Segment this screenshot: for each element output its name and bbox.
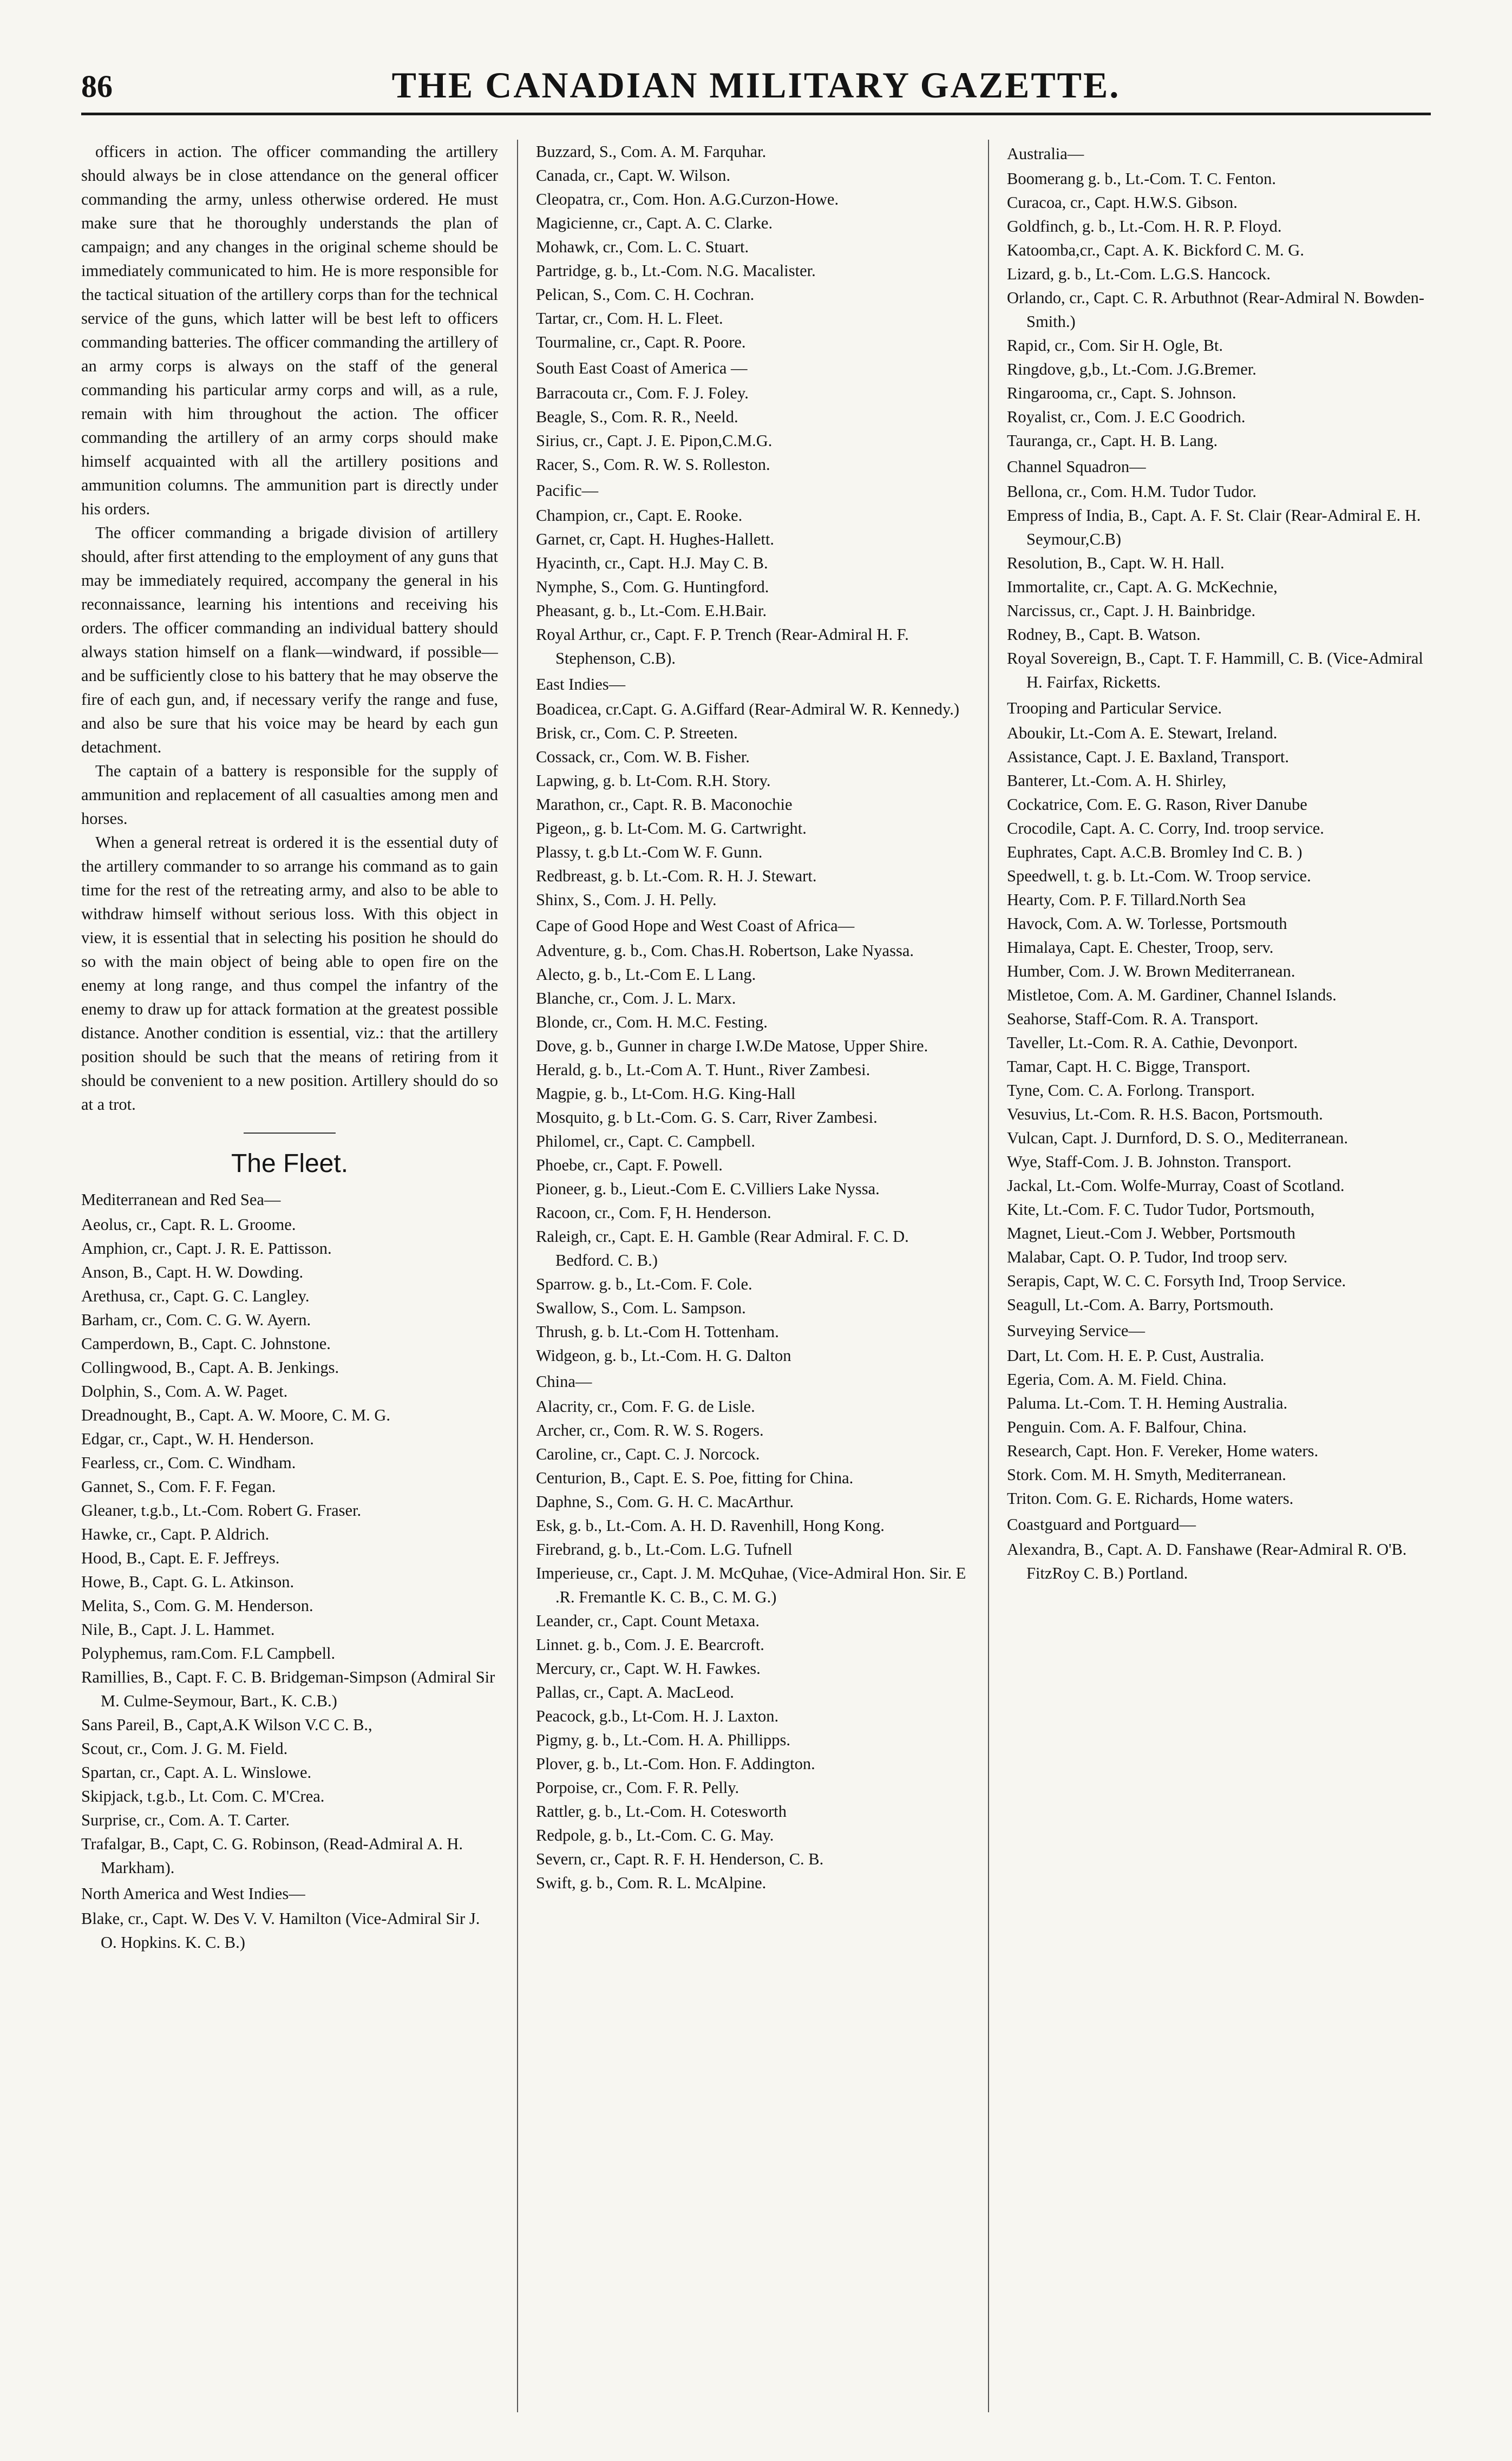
station-heading: Mediterranean and Red Sea—	[81, 1190, 281, 1209]
ship-entry: Royal Sovereign, B., Capt. T. F. Hammill, C. B. (Vice-Admiral H. Fairfax, Ricketts.	[1007, 649, 1423, 691]
ship-entry: Redpole, g. b., Lt.-Com. C. G. May.	[536, 1826, 774, 1844]
article-paragraph: The captain of a battery is responsible for the supply of ammunition and replacement of all casualties among men and horses.	[81, 762, 498, 828]
ship-entry: Royalist, cr., Com. J. E.C Goodrich.	[1007, 408, 1246, 426]
ship-entry: Plover, g. b., Lt.-Com. Hon. F. Addington.	[536, 1755, 815, 1773]
ship-entry: Sirius, cr., Capt. J. E. Pipon,C.M.G.	[536, 431, 773, 450]
ship-entry: Mohawk, cr., Com. L. C. Stuart.	[536, 238, 749, 256]
ship-entry: Redbreast, g. b. Lt.-Com. R. H. J. Stewart.	[536, 867, 817, 885]
ship-entry: Mercury, cr., Capt. W. H. Fawkes.	[536, 1659, 761, 1678]
artillery-article	[81, 140, 498, 1116]
ship-entry: Barham, cr., Com. C. G. W. Ayern.	[81, 1311, 311, 1329]
ship-entry: Magpie, g. b., Lt-Com. H.G. King-Hall	[536, 1084, 796, 1103]
ship-entry: Alacrity, cr., Com. F. G. de Lisle.	[536, 1397, 755, 1416]
ship-entry: Caroline, cr., Capt. C. J. Norcock.	[536, 1445, 760, 1463]
ship-entry: Aboukir, Lt.-Com A. E. Stewart, Ireland.	[1007, 724, 1278, 742]
ship-entry: Dolphin, S., Com. A. W. Paget.	[81, 1382, 288, 1400]
ship-entry: Trafalgar, B., Capt, C. G. Robinson, (Read-Admiral A. H. Markham).	[81, 1835, 463, 1877]
ship-entry: Rattler, g. b., Lt.-Com. H. Cotesworth	[536, 1802, 787, 1821]
ship-entry: Tamar, Capt. H. C. Bigge, Transport.	[1007, 1057, 1251, 1076]
ship-entry: Racoon, cr., Com. F, H. Henderson.	[536, 1203, 771, 1222]
ship-entry: Dove, g. b., Gunner in charge I.W.De Matose, Upper Shire.	[536, 1037, 928, 1055]
ship-entry: Lizard, g. b., Lt.-Com. L.G.S. Hancock.	[1007, 265, 1271, 283]
ship-entry: Leander, cr., Capt. Count Metaxa.	[536, 1612, 760, 1630]
ship-entry: Canada, cr., Capt. W. Wilson.	[536, 166, 731, 185]
column-2	[536, 140, 969, 2412]
ship-entry: Blanche, cr., Com. J. L. Marx.	[536, 989, 736, 1007]
ship-entry: Research, Capt. Hon. F. Vereker, Home waters.	[1007, 1442, 1319, 1460]
ship-entry: Cockatrice, Com. E. G. Rason, River Danube	[1007, 795, 1307, 814]
station-heading: Trooping and Particular Service.	[1007, 699, 1222, 717]
ship-entry: Skipjack, t.g.b., Lt. Com. C. M'Crea.	[81, 1787, 325, 1805]
ship-entry: Pelican, S., Com. C. H. Cochran.	[536, 285, 755, 304]
ship-entry: Egeria, Com. A. M. Field. China.	[1007, 1370, 1227, 1389]
ship-entry: Anson, B., Capt. H. W. Dowding.	[81, 1263, 304, 1281]
ship-entry: Blonde, cr., Com. H. M.C. Festing.	[536, 1013, 768, 1031]
ship-entry: Sparrow. g. b., Lt.-Com. F. Cole.	[536, 1275, 752, 1293]
ship-entry: Nile, B., Capt. J. L. Hammet.	[81, 1620, 275, 1639]
ship-entry: Speedwell, t. g. b. Lt.-Com. W. Troop service.	[1007, 867, 1311, 885]
ship-entry: Hyacinth, cr., Capt. H.J. May C. B.	[536, 554, 768, 572]
ship-entry: Wye, Staff-Com. J. B. Johnston. Transport.	[1007, 1153, 1292, 1171]
ship-entry: Resolution, B., Capt. W. H. Hall.	[1007, 554, 1225, 572]
ship-entry: Pioneer, g. b., Lieut.-Com E. C.Villiers Lake Nyssa.	[536, 1180, 880, 1198]
ship-entry: Spartan, cr., Capt. A. L. Winslowe.	[81, 1763, 312, 1782]
column-rule	[988, 140, 989, 2412]
ship-entry: Rapid, cr., Com. Sir H. Ogle, Bt.	[1007, 336, 1223, 355]
ship-entry: Vulcan, Capt. J. Durnford, D. S. O., Mediterranean.	[1007, 1129, 1349, 1147]
ship-entry: Dreadnought, B., Capt. A. W. Moore, C. M. G.	[81, 1406, 391, 1424]
ship-entry: Raleigh, cr., Capt. E. H. Gamble (Rear Admiral. F. C. D. Bedford. C. B.)	[536, 1227, 909, 1269]
ship-entry: Cleopatra, cr., Com. Hon. A.G.Curzon-Howe.	[536, 190, 839, 208]
ship-entry: Aeolus, cr., Capt. R. L. Groome.	[81, 1215, 296, 1234]
station-heading: East Indies—	[536, 675, 626, 693]
ship-entry: Euphrates, Capt. A.C.B. Bromley Ind C. B. )	[1007, 843, 1302, 861]
ship-entry: Scout, cr., Com. J. G. M. Field.	[81, 1739, 288, 1758]
ship-entry: Firebrand, g. b., Lt.-Com. L.G. Tufnell	[536, 1540, 793, 1559]
station-heading: China—	[536, 1372, 592, 1391]
ship-entry: Buzzard, S., Com. A. M. Farquhar.	[536, 142, 767, 161]
ship-entry: Garnet, cr, Capt. H. Hughes-Hallett.	[536, 530, 775, 548]
ship-entry: Herald, g. b., Lt.-Com A. T. Hunt., River Zambesi.	[536, 1061, 870, 1079]
ship-entry: Surprise, cr., Com. A. T. Carter.	[81, 1811, 290, 1829]
ship-entry: Kite, Lt.-Com. F. C. Tudor Tudor, Portsmouth,	[1007, 1200, 1315, 1219]
ship-entry: Penguin. Com. A. F. Balfour, China.	[1007, 1418, 1247, 1436]
ship-entry: Ramillies, B., Capt. F. C. B. Bridgeman-Simpson (Admiral Sir M. Culme-Seymour, Bart., K. C.B.)	[81, 1668, 495, 1710]
ship-entry: Champion, cr., Capt. E. Rooke.	[536, 506, 743, 525]
ship-entry: Gleaner, t.g.b., Lt.-Com. Robert G. Fraser.	[81, 1501, 362, 1520]
ship-entry: Banterer, Lt.-Com. A. H. Shirley,	[1007, 771, 1227, 790]
ship-entry: Edgar, cr., Capt., W. H. Henderson.	[81, 1430, 314, 1448]
ship-entry: Vesuvius, Lt.-Com. R. H.S. Bacon, Portsmouth.	[1007, 1105, 1323, 1123]
station-heading: Surveying Service—	[1007, 1321, 1145, 1340]
ship-entry: Pigmy, g. b., Lt.-Com. H. A. Phillipps.	[536, 1731, 790, 1749]
ship-entry: Goldfinch, g. b., Lt.-Com. H. R. P. Floyd.	[1007, 217, 1282, 235]
ship-entry: Boadicea, cr.Capt. G. A.Giffard (Rear-Admiral W. R. Kennedy.)	[536, 700, 960, 718]
ship-entry: Seagull, Lt.-Com. A. Barry, Portsmouth.	[1007, 1295, 1274, 1314]
ship-entry: Daphne, S., Com. G. H. C. MacArthur.	[536, 1493, 794, 1511]
ship-entry: Blake, cr., Capt. W. Des V. V. Hamilton (Vice-Admiral Sir J. O. Hopkins. K. C. B.)	[81, 1909, 480, 1952]
station-heading: Coastguard and Portguard—	[1007, 1515, 1196, 1534]
ship-entry: Widgeon, g. b., Lt.-Com. H. G. Dalton	[536, 1346, 791, 1365]
ship-entry: Melita, S., Com. G. M. Henderson.	[81, 1596, 313, 1615]
ship-entry: Empress of India, B., Capt. A. F. St. Clair (Rear-Admiral E. H. Seymour,C.B)	[1007, 506, 1421, 548]
ship-entry: Marathon, cr., Capt. R. B. Maconochie	[536, 795, 793, 814]
article-paragraph: officers in action. The officer commanding the artillery should always be in close attendance on the general officer commanding the army, unless otherwise ordered. He must make sure that he thoroughly understands the plan of campaign; and any changes in the original scheme should be immediately communicated to him. He is more responsible for the tactical situation of the artillery corps than for the technical service of the guns, which latter will be best left to officers commanding batteries. The officer commanding the artillery of an army corps is always on the staff of the general commanding his particular army corps and will, as a rule, remain with him throughout the action. The officer commanding the artillery of an army corps should make himself acquainted with all the artillery positions and ammunition columns. The ammunition part is directly under his orders.	[81, 142, 498, 518]
ship-entry: Brisk, cr., Com. C. P. Streeten.	[536, 724, 738, 742]
ship-entry: Swallow, S., Com. L. Sampson.	[536, 1299, 746, 1317]
ship-entry: Boomerang g. b., Lt.-Com. T. C. Fenton.	[1007, 169, 1277, 188]
ship-entry: Taveller, Lt.-Com. R. A. Cathie, Devonport.	[1007, 1033, 1298, 1052]
ship-entry: Cossack, cr., Com. W. B. Fisher.	[536, 748, 750, 766]
ship-entry: Narcissus, cr., Capt. J. H. Bainbridge.	[1007, 601, 1256, 620]
ship-entry: Crocodile, Capt. A. C. Corry, Ind. troop service.	[1007, 819, 1324, 837]
ship-entry: Peacock, g.b., Lt-Com. H. J. Laxton.	[536, 1707, 779, 1725]
ship-entry: Linnet. g. b., Com. J. E. Bearcroft.	[536, 1635, 764, 1654]
article-paragraph: When a general retreat is ordered it is the essential duty of the artillery commander to so arrange his command as to gain time for the rest of the retreating army, and also to be able to withdraw himself without serious loss. With this object in view, it is essential that in selecting his position he should do so with the main object of being able to open fire on the enemy at long range, and thus compel the infantry of the enemy to draw up for attack formation at the greatest possible distance. Another condition is essential, viz.: that the artillery position should be such that the means of retiring from it should be convenient to a new position. Artillery should do so at a trot.	[81, 833, 498, 1114]
ship-entry: Shinx, S., Com. J. H. Pelly.	[536, 891, 717, 909]
station-heading: Pacific—	[536, 481, 599, 500]
ship-entry: Magicienne, cr., Capt. A. C. Clarke.	[536, 214, 773, 232]
ship-entry: Partridge, g. b., Lt.-Com. N.G. Macalister.	[536, 261, 816, 280]
ship-entry: Paluma. Lt.-Com. T. H. Heming Australia.	[1007, 1394, 1288, 1412]
ship-entry: Philomel, cr., Capt. C. Campbell.	[536, 1132, 755, 1150]
ship-entry: Alecto, g. b., Lt.-Com E. L Lang.	[536, 965, 756, 984]
ship-entry: Rodney, B., Capt. B. Watson.	[1007, 625, 1201, 644]
ship-entry: Tauranga, cr., Capt. H. B. Lang.	[1007, 431, 1218, 450]
ship-entry: Bellona, cr., Com. H.M. Tudor Tudor.	[1007, 482, 1256, 501]
ship-entry: Triton. Com. G. E. Richards, Home waters.	[1007, 1489, 1294, 1508]
ship-entry: Immortalite, cr., Capt. A. G. McKechnie,	[1007, 578, 1278, 596]
ship-entry: Gannet, S., Com. F. F. Fegan.	[81, 1477, 276, 1496]
ship-entry: Katoomba,cr., Capt. A. K. Bickford C. M. G.	[1007, 241, 1304, 259]
column-1	[81, 140, 498, 2412]
ship-entry: Ringarooma, cr., Capt. S. Johnson.	[1007, 384, 1236, 402]
ship-entry: Seahorse, Staff-Com. R. A. Transport.	[1007, 1010, 1259, 1028]
ship-entry: Centurion, B., Capt. E. S. Poe, fitting for China.	[536, 1469, 854, 1487]
ship-entry: Severn, cr., Capt. R. F. H. Henderson, C. B.	[536, 1850, 824, 1868]
fleet-list-column-1	[81, 1188, 498, 1954]
ship-entry: Mosquito, g. b Lt.-Com. G. S. Carr, River Zambesi.	[536, 1108, 878, 1127]
ship-entry: Thrush, g. b. Lt.-Com H. Tottenham.	[536, 1323, 779, 1341]
ship-entry: Fearless, cr., Com. C. Windham.	[81, 1454, 296, 1472]
station-heading: Cape of Good Hope and West Coast of Africa—	[536, 917, 855, 935]
ship-entry: Arethusa, cr., Capt. G. C. Langley.	[81, 1287, 310, 1305]
page-header	[81, 64, 1431, 115]
ship-entry: Serapis, Capt, W. C. C. Forsyth Ind, Troop Service.	[1007, 1272, 1346, 1290]
ship-entry: Malabar, Capt. O. P. Tudor, Ind troop serv.	[1007, 1248, 1288, 1266]
ship-entry: Beagle, S., Com. R. R., Neeld.	[536, 408, 738, 426]
ship-entry: Stork. Com. M. H. Smyth, Mediterranean.	[1007, 1465, 1286, 1484]
ship-entry: Tourmaline, cr., Capt. R. Poore.	[536, 333, 746, 351]
ship-entry: Nymphe, S., Com. G. Huntingford.	[536, 578, 769, 596]
ship-entry: Pallas, cr., Capt. A. MacLeod.	[536, 1683, 734, 1701]
ship-entry: Himalaya, Capt. E. Chester, Troop, serv.	[1007, 938, 1274, 957]
ship-entry: Ringdove, g,b., Lt.-Com. J.G.Bremer.	[1007, 360, 1256, 378]
ship-entry: Hood, B., Capt. E. F. Jeffreys.	[81, 1549, 280, 1567]
station-heading: Channel Squadron—	[1007, 457, 1146, 476]
ship-entry: Magnet, Lieut.-Com J. Webber, Portsmouth	[1007, 1224, 1295, 1242]
ship-entry: Tyne, Com. C. A. Forlong. Transport.	[1007, 1081, 1255, 1099]
ship-entry: Polyphemus, ram.Com. F.L Campbell.	[81, 1644, 336, 1663]
ship-entry: Havock, Com. A. W. Torlesse, Portsmouth	[1007, 914, 1287, 933]
ship-entry: Phoebe, cr., Capt. F. Powell.	[536, 1156, 723, 1174]
fleet-list-column-3	[1007, 142, 1440, 1585]
ship-entry: Lapwing, g. b. Lt-Com. R.H. Story.	[536, 771, 771, 790]
ship-entry: Alexandra, B., Capt. A. D. Fanshawe (Rear-Admiral R. O'B. FitzRoy C. B.) Portland.	[1007, 1540, 1407, 1582]
ship-entry: Jackal, Lt.-Com. Wolfe-Murray, Coast of Scotland.	[1007, 1176, 1345, 1195]
station-heading: South East Coast of America —	[536, 359, 748, 377]
ship-entry: Orlando, cr., Capt. C. R. Arbuthnot (Rear-Admiral N. Bowden-Smith.)	[1007, 289, 1425, 331]
ship-entry: Hawke, cr., Capt. P. Aldrich.	[81, 1525, 270, 1543]
ship-entry: Pigeon,, g. b. Lt-Com. M. G. Cartwright.	[536, 819, 807, 837]
article-paragraph: The officer commanding a brigade division of artillery should, after first attending to the employment of any guns that may be immediately required, accompany the general in his reconnaissance, learning his intentions and receiving his orders. The officer commanding an individual battery should always station himself on a flank—windward, if possible—and be sufficiently close to his battery that he may observe the fire of each gun, and, if necessary verify the range and fuse, and also be sure that his voice may be heard by each gun detachment.	[81, 523, 498, 756]
ship-entry: Tartar, cr., Com. H. L. Fleet.	[536, 309, 723, 328]
ship-entry: Sans Pareil, B., Capt,A.K Wilson V.C C. B.,	[81, 1716, 372, 1734]
station-heading: Australia—	[1007, 145, 1084, 163]
ship-entry: Esk, g. b., Lt.-Com. A. H. D. Ravenhill, Hong Kong.	[536, 1516, 885, 1535]
ship-entry: Humber, Com. J. W. Brown Mediterranean.	[1007, 962, 1295, 980]
ship-entry: Howe, B., Capt. G. L. Atkinson.	[81, 1573, 294, 1591]
ship-entry: Imperieuse, cr., Capt. J. M. McQuhae, (Vice-Admiral Hon. Sir. E .R. Fremantle K. C. B., C. M. G.)	[536, 1564, 966, 1606]
ship-entry: Adventure, g. b., Com. Chas.H. Robertson, Lake Nyassa.	[536, 941, 914, 960]
fleet-section-title: The Fleet.	[231, 1149, 349, 1178]
ship-entry: Hearty, Com. P. F. Tillard.North Sea	[1007, 891, 1246, 909]
ship-entry: Royal Arthur, cr., Capt. F. P. Trench (Rear-Admiral H. F. Stephenson, C.B).	[536, 625, 909, 667]
page-number: 86	[81, 69, 113, 104]
ship-entry: Dart, Lt. Com. H. E. P. Cust, Australia.	[1007, 1346, 1265, 1365]
column-rule	[517, 140, 518, 2412]
ship-entry: Swift, g. b., Com. R. L. McAlpine.	[536, 1874, 767, 1892]
ship-entry: Porpoise, cr., Com. F. R. Pelly.	[536, 1778, 739, 1797]
ship-entry: Pheasant, g. b., Lt.-Com. E.H.Bair.	[536, 601, 767, 620]
fleet-list-column-2	[536, 140, 969, 1895]
station-heading: North America and West Indies—	[81, 1884, 305, 1903]
masthead-title: THE CANADIAN MILITARY GAZETTE.	[391, 64, 1121, 106]
ship-entry: Racer, S., Com. R. W. S. Rolleston.	[536, 455, 770, 474]
section-divider	[244, 1133, 336, 1134]
ship-entry: Camperdown, B., Capt. C. Johnstone.	[81, 1334, 331, 1353]
ship-entry: Barracouta cr., Com. F. J. Foley.	[536, 384, 749, 402]
ship-entry: Curacoa, cr., Capt. H.W.S. Gibson.	[1007, 193, 1238, 212]
ship-entry: Archer, cr., Com. R. W. S. Rogers.	[536, 1421, 764, 1439]
column-3	[1007, 140, 1440, 2412]
ship-entry: Mistletoe, Com. A. M. Gardiner, Channel Islands.	[1007, 986, 1337, 1004]
ship-entry: Plassy, t. g.b Lt.-Com W. F. Gunn.	[536, 843, 763, 861]
ship-entry: Collingwood, B., Capt. A. B. Jenkings.	[81, 1358, 339, 1377]
ship-entry: Assistance, Capt. J. E. Baxland, Transport.	[1007, 748, 1290, 766]
ship-entry: Amphion, cr., Capt. J. R. E. Pattisson.	[81, 1239, 332, 1258]
